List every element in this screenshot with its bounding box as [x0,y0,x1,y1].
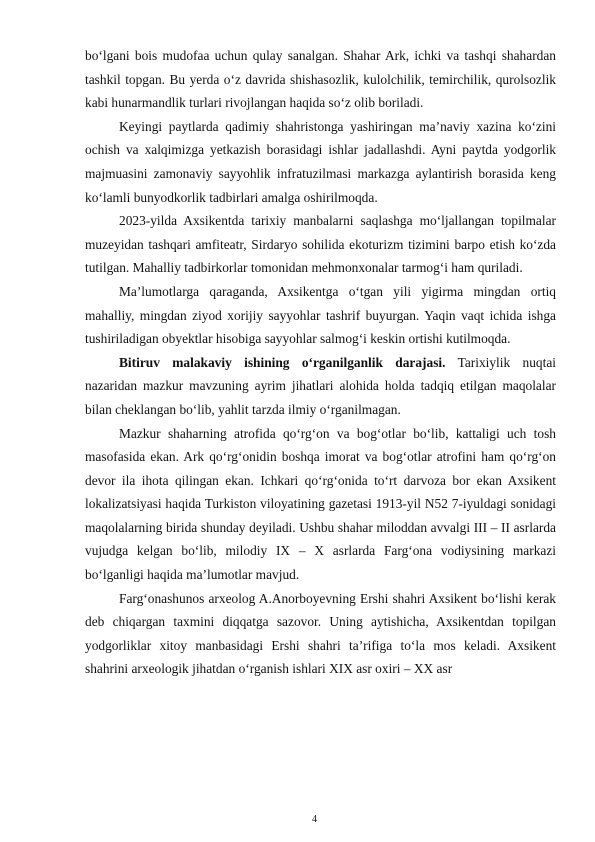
page-number: 4 [312,814,317,825]
paragraph-7-text: Farg‘onashunos arxeolog A.Anorboyevning Ershi shahri Axsikent bo‘lishi kerak deb chiqargan taxmini diqqatga sazovor. Uning aytishicha, Axsikentdan topilgan yodgorliklar xitoy manbasidagi Ershi shahri ta’rifiga to‘la mos keladi. Axsikent shahrini arxeologik jihatdan o‘rganish ishlari XIX asr oxiri – XX asr [85,590,556,677]
paragraph-1-text: bo‘lgani bois mudofaa uchun qulay sanalgan. Shahar Ark, ichki va tashqi shahardan tashkil topgan. Bu yerda o‘z davrida shishasozlik, kulolchilik, temirchilik, qurolsozlik kabi hunarmandlik turlari rivojlangan haqida so‘z olib boriladi. [85,48,556,111]
paragraph-3 [85,209,556,280]
paragraph-4-text: Ma’lumotlarga qaraganda, Axsikentga o‘tgan yili yigirma mingdan ortiq mahalliy, mingdan ziyod xorijiy sayyohlar tashrif buyurgan. Yaqin vaqt ichida ishga tushiriladigan obyektlar hisobiga sayyohlar salmog‘i keskin ortishi kutilmoqda. [85,283,556,347]
paragraph-6-text: Mazkur shaharning atrofida qo‘rg‘on va bog‘otlar bo‘lib, kattaligi uch tosh masofasida ekan. Ark qo‘rg‘onidin boshqa imorat va bog‘otlar atrofini ham qo‘rg‘on devor ila ihota qilingan ekan. Ichkari qo‘rg‘onida to‘rt darvoza bor ekan Axsikent lokalizatsiyasi haqida Turkiston viloyatining gazetasi 1913-yil N52 7-iyuldagi sonidagi maqolalarning birida shunday deyiladi. Ushbu shahar miloddan avvalgi III – II asrlarda vujudga kelgan bo‘lib, milodiy IX – X asrlarda Farg‘ona vodiysining markazi bo‘lganligi haqida ma’lumotlar mavjud. [85,425,556,583]
paragraph-6 [85,422,556,587]
paragraph-2-text: Keyingi paytlarda qadimiy shahristonga yashiringan ma’naviy xazina ko‘zini ochish va xalqimizga yetkazish borasidagi ishlar jadallashdi. Ayni paytda yodgorlik majmuasini zamonaviy sayyohlik infratuzilmasi markazga aylantirish borasida keng ko‘lamli bunyodkorlik tadbirlari amalga oshirilmoqda. [85,118,556,205]
paragraph-4 [85,280,556,351]
paragraph-5 [85,351,556,422]
paragraph-7 [85,587,556,681]
paragraph-1 [85,44,556,115]
paragraph-5-text: Tarixiylik nuqtai nazaridan mazkur mavzuning ayrim jihatlari alohida holda tadqiq etilgan maqolalar bilan cheklangan bo‘lib, yahlit tarzda ilmiy o‘rganilmagan. [85,354,556,417]
paragraph-3-text: 2023-yilda Axsikentda tarixiy manbalarni saqlashga mo‘ljallangan topilmalar muzeyidan tashqari amfiteatr, Sirdaryo sohilida ekoturizm tizimini barpo etish ko‘zda tutilgan. Mahalliy tadbirkorlar tomonidan mehmonxonalar tarmog‘i ham quriladi. [85,213,556,276]
paragraph-2 [85,115,556,209]
document-page [85,44,556,681]
section-heading-inline: Bitiruv malakaviy ishining o‘rganilganlik darajasi. [119,354,446,370]
